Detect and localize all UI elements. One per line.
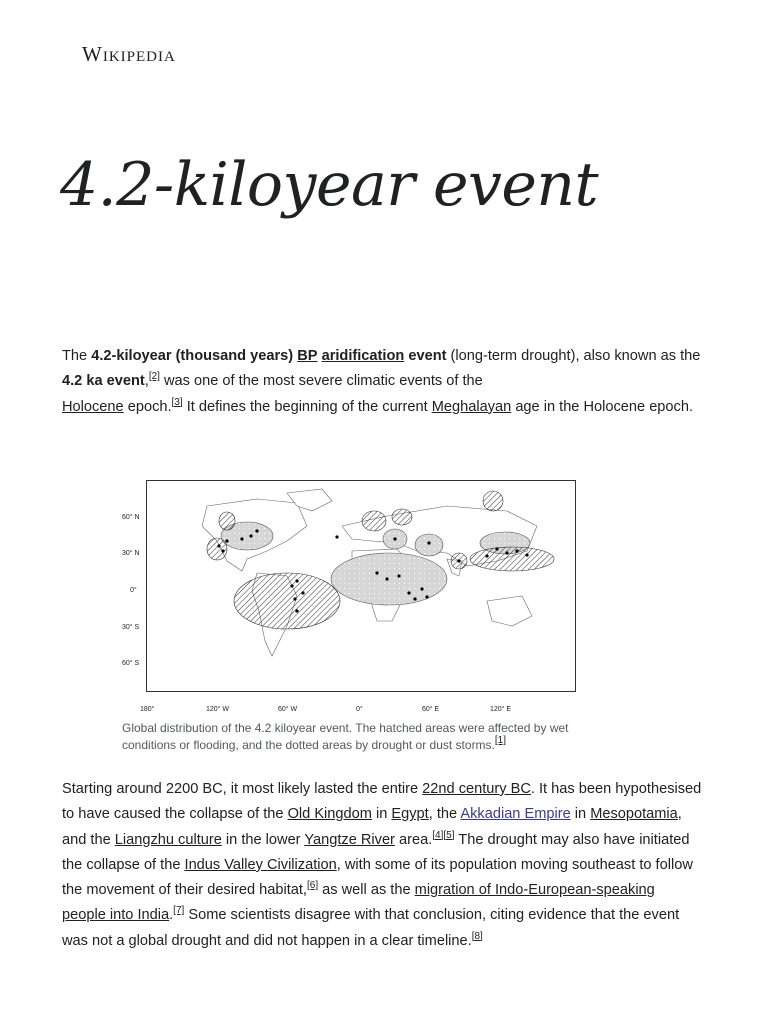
ref-4[interactable]: [4]: [432, 829, 444, 841]
text: , and the: [62, 806, 682, 848]
text: age in the Holocene epoch.: [511, 398, 694, 415]
y-label-60n: 60° N: [122, 514, 140, 521]
x-label-60e: 60° E: [422, 706, 440, 713]
link-egypt[interactable]: Egypt: [391, 806, 429, 823]
text: Some scientists disagree with that conclusion, citing evidence that the event was not a global drought and did not happen in a clear timeline.: [62, 907, 680, 949]
ref-6[interactable]: [6]: [307, 880, 319, 892]
page-title: 4.2-kiloyear event: [60, 150, 599, 220]
x-label-120e: 120° E: [490, 706, 512, 713]
text: in: [570, 806, 591, 823]
text: area.: [394, 831, 433, 848]
y-label-30s: 30° S: [122, 624, 140, 631]
wikipedia-logo[interactable]: Wikipedia: [82, 42, 176, 66]
intro-paragraph: [62, 344, 702, 420]
world-map[interactable]: [146, 480, 576, 692]
link-akkadian-empire[interactable]: Akkadian Empire: [460, 806, 571, 823]
text: . It has been hypothesised to have caused the collapse of the: [62, 781, 702, 823]
y-label-0: 0°: [130, 587, 137, 594]
ref-8[interactable]: [8]: [471, 930, 483, 942]
x-label-0: 0°: [356, 706, 363, 713]
text: as well as the: [318, 882, 415, 899]
link-22nd-century-bc[interactable]: 22nd century BC: [422, 781, 531, 797]
text: in: [371, 806, 392, 823]
link-yangtze-river[interactable]: Yangtze River: [304, 831, 395, 848]
link-old-kingdom[interactable]: Old Kingdom: [287, 806, 372, 823]
text: epoch.: [123, 398, 172, 415]
text: The drought may also have initiated the collapse of the: [62, 831, 690, 873]
text: .: [169, 907, 174, 924]
text: , with some of its population moving southeast to follow the movement of their desired habitat,: [62, 856, 693, 899]
text: Starting around 2200 BC, it most likely lasted the entire: [62, 781, 423, 797]
ref-7[interactable]: [7]: [173, 905, 185, 917]
link-indo-european-migration[interactable]: migration of Indo-European-speaking people into India: [62, 882, 655, 924]
x-label-180: 180°: [140, 706, 155, 713]
bold-term: 4.2 ka event: [62, 373, 145, 390]
figure-caption: [122, 720, 572, 754]
bold-term: event: [404, 348, 447, 364]
text: ,: [144, 373, 149, 390]
caption-text: Global distribution of the 4.2 kiloyear event. The hatched areas were affected by wet conditions or flooding, and the dotted areas by drought or dust storms.: [122, 721, 569, 752]
y-label-30n: 30° N: [122, 550, 140, 557]
link-holocene[interactable]: Holocene: [62, 398, 124, 415]
text: It defines the beginning of the current: [182, 398, 432, 415]
link-liangzhu-culture[interactable]: Liangzhu culture: [114, 831, 222, 848]
world-map-svg: [147, 481, 575, 691]
link-bp[interactable]: BP: [297, 348, 318, 364]
ref-5[interactable]: [5]: [443, 829, 455, 841]
ref-2[interactable]: [2]: [148, 371, 160, 383]
link-meghalayan[interactable]: Meghalayan: [431, 398, 512, 415]
text: , the: [428, 806, 461, 823]
ref-3[interactable]: [3]: [171, 396, 183, 408]
x-label-60w: 60° W: [278, 706, 298, 713]
y-label-60s: 60° S: [122, 660, 140, 667]
ref-1[interactable]: [1]: [494, 735, 507, 746]
link-indus-valley-civilization[interactable]: Indus Valley Civilization: [184, 856, 337, 873]
text: in the lower: [221, 831, 305, 848]
text: The: [62, 348, 92, 364]
body-paragraph: [62, 777, 702, 954]
bold-term: 4.2-kiloyear (thousand years): [91, 348, 294, 364]
link-aridification[interactable]: aridification: [321, 348, 405, 364]
text: was one of the most severe climatic events of the: [159, 373, 483, 390]
link-mesopotamia[interactable]: Mesopotamia: [590, 806, 678, 823]
x-label-120w: 120° W: [206, 706, 230, 713]
text: (long-term drought), also known as the: [446, 348, 701, 364]
